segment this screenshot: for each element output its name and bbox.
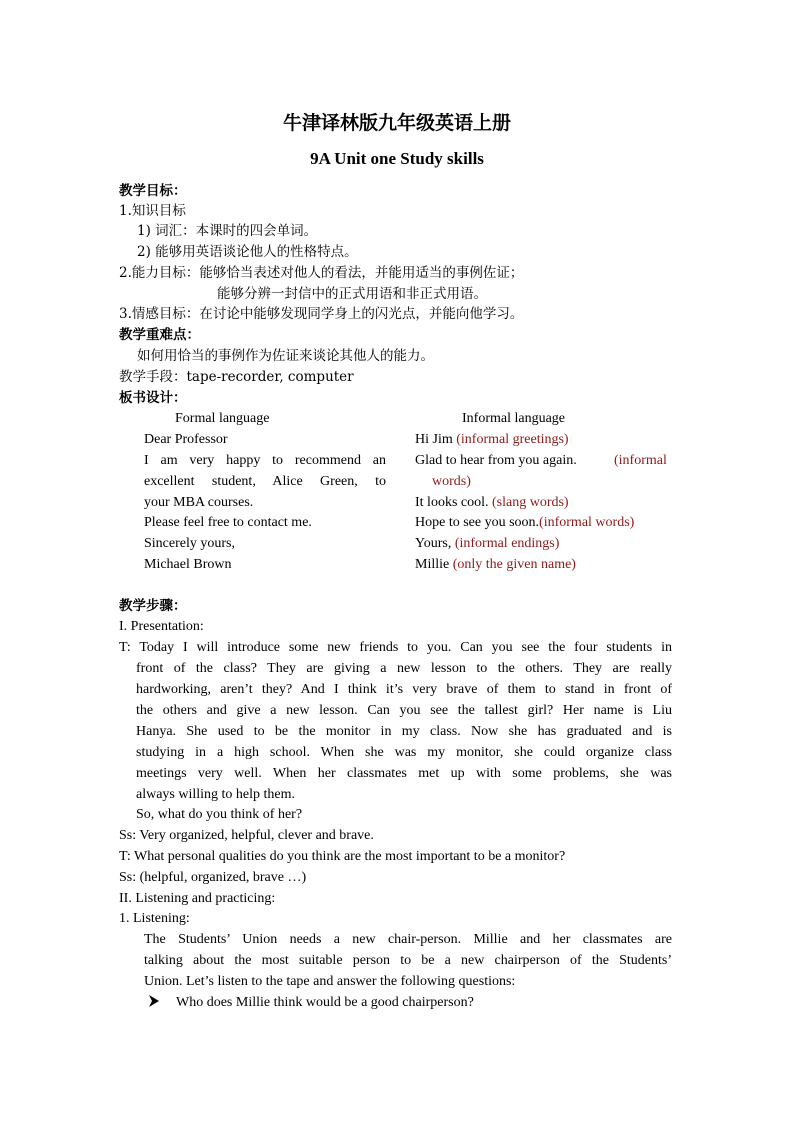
informal-row: Hope to see you soon.(informal words) [415,515,635,530]
paragraph-line: front of the class? They are giving a new lesson to the others. They are really [136,661,672,676]
board-heading: 板书设计： [119,390,187,406]
emotion-objective: 3.情感目标：在讨论中能够发现同学身上的闪光点，并能向他学习。 [119,306,524,322]
teaching-means: 教学手段：tape-recorder, computer [119,369,354,385]
informal-annotation: words) [432,474,471,489]
formal-line: Dear Professor [144,432,228,447]
formal-line: your MBA courses. [144,495,254,510]
steps-heading: 教学步骤： [119,598,187,614]
step-listening-practicing: II. Listening and practicing: [119,891,276,906]
informal-row: Hi Jim (informal greetings) [415,432,569,447]
formal-line: Sincerely yours, [144,536,235,551]
students-answer: Ss: (helpful, organized, brave …) [119,870,307,885]
paragraph-line: the others and give a new lesson. Can you see the tallest girl? Her name is Liu [136,703,672,718]
knowledge-objective: 1.知识目标 [119,203,186,219]
arrow-bullet-icon [148,994,160,1011]
ability-objective-cont: 能够分辨一封信中的正式用语和非正式用语。 [217,286,487,302]
paragraph-line: T: Today I will introduce some new friends to you. Can you see the four students in [119,640,672,655]
formal-line: Please feel free to contact me. [144,515,312,530]
paragraph-line: talking about the most suitable person to be a new chairperson of the Students’ [144,953,672,968]
paragraph-line: So, what do you think of her? [136,807,303,822]
document-title: 牛津译林版九年级英语上册 [282,112,511,134]
paragraph-line: meetings very well. When her classmates met up with some problems, she was [136,766,672,781]
paragraph-line: Hanya. She used to be the monitor in my class. Now she has graduated and is [136,724,672,739]
knowledge-item-1: 1) 词汇：本课时的四会单词。 [137,223,318,239]
informal-row: Yours, (informal endings) [415,536,560,551]
teacher-question: T: What personal qualities do you think are the most important to be a monitor? [119,849,566,864]
formal-line: Michael Brown [144,557,232,572]
students-answer: Ss: Very organized, helpful, clever and brave. [119,828,374,843]
objectives-heading: 教学目标： [119,183,187,199]
informal-row: It looks cool. (slang words) [415,495,569,510]
formal-header: Formal language [175,411,270,426]
question-bullet: Who does Millie think would be a good chairperson? [176,995,474,1010]
formal-line: I am very happy to recommend an [144,453,386,468]
informal-annotation: (informal [614,453,667,468]
paragraph-line: Union. Let’s listen to the tape and answer the following questions: [144,974,516,989]
document-subtitle: 9A Unit one Study skills [310,149,484,168]
step-presentation: I. Presentation: [119,619,204,634]
paragraph-line: hardworking, aren’t they? And I think it’s very brave of them to stand in front of [136,682,672,697]
paragraph-line: studying in a high school. When she was my monitor, she could organize class [136,745,672,760]
substep-listening: 1. Listening: [119,911,190,926]
knowledge-item-2: 2) 能够用英语谈论他人的性格特点。 [137,244,358,260]
informal-row: Glad to hear from you again. [415,453,577,468]
key-points-heading: 教学重难点： [119,327,200,343]
paragraph-line: always willing to help them. [136,787,296,802]
ability-objective: 2.能力目标：能够恰当表述对他人的看法，并能用适当的事例佐证； [119,265,524,281]
informal-row: Millie (only the given name) [415,557,576,572]
formal-line: excellent student, Alice Green, to [144,474,386,489]
informal-header: Informal language [462,411,566,426]
paragraph-line: The Students’ Union needs a new chair-person. Millie and her classmates are [144,932,672,947]
key-points-text: 如何用恰当的事例作为佐证来谈论其他人的能力。 [137,348,434,364]
